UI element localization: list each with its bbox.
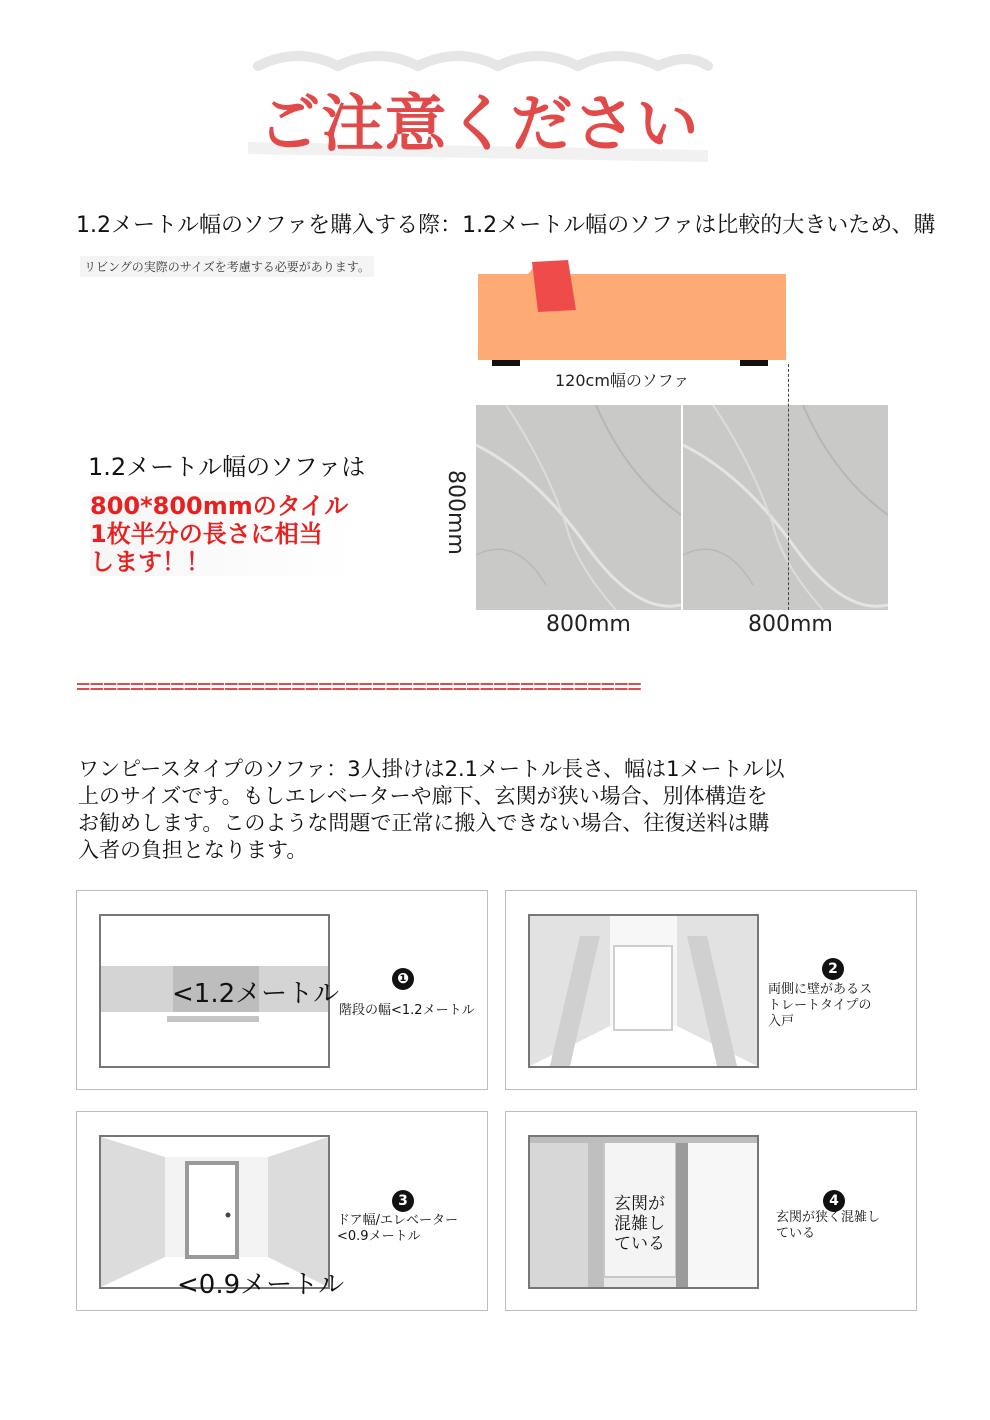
- panel-door: [76, 1111, 488, 1311]
- stairs-caption: 階段の幅<1.2メートル: [339, 1003, 475, 1018]
- number-badge-4: 4: [823, 1190, 845, 1212]
- tile-width-dimension-left: 800mm: [546, 612, 631, 637]
- title-banner: [238, 48, 720, 166]
- section-divider: ==========================================: [76, 678, 641, 694]
- entrance-caption: 玄関が狭く混雑し ている: [776, 1210, 881, 1241]
- sofa-leg-left: [492, 360, 520, 366]
- number-badge-1: ❶: [392, 968, 414, 990]
- panel-stairs: [76, 890, 488, 1090]
- entrance-inner-label: 玄関が 混雑し ている: [614, 1194, 665, 1254]
- tile-height-dimension: 800mm: [443, 470, 468, 555]
- door-width-label: <0.9メートル: [177, 1270, 345, 1300]
- sofa-cushion: [532, 260, 576, 312]
- panel-corridor: [505, 890, 917, 1090]
- marble-tile-right: [683, 405, 888, 610]
- corridor-illustration: [528, 914, 759, 1068]
- note-heading: 1.2メートル幅のソファは: [88, 453, 366, 481]
- intro-line: 1.2メートル幅のソファを購入する際：1.2メートル幅のソファは比較的大きいため、購: [76, 213, 936, 238]
- marble-tile-left: [476, 405, 681, 610]
- note-highlight: 800*800mmのタイル 1枚半分の長さに相当 します！！: [90, 492, 358, 576]
- intro-sub: リビングの実際のサイズを考慮する必要があります。: [80, 256, 374, 277]
- body-paragraph: ワンピースタイプのソファ：3人掛けは2.1メートル長さ、幅は1メートル以上のサイズです。もしエレベーターや廊下、玄関が狭い場合、別体構造をお勧めします。このような問題で正常に搬入できない場合、往復送料は購入者の負担となります。: [78, 757, 785, 862]
- tile-width-dimension-right: 800mm: [748, 612, 833, 637]
- number-badge-2: 2: [822, 958, 844, 980]
- sofa-illustration: [470, 258, 800, 370]
- corridor-caption: 両側に壁があるス トレートタイプの 入戸: [768, 982, 873, 1029]
- sofa-leg-right: [740, 360, 768, 366]
- number-badge-3: 3: [392, 1190, 414, 1212]
- panel-entrance: [505, 1111, 917, 1311]
- measure-dashed-line: [788, 364, 789, 610]
- stairs-width-label: <1.2メートル: [172, 979, 340, 1009]
- sofa-label: 120cm幅のソファ: [555, 371, 690, 390]
- page-title: ご注意ください: [258, 87, 700, 160]
- door-caption: ドア幅/エレベーター <0.9メートル: [337, 1213, 458, 1244]
